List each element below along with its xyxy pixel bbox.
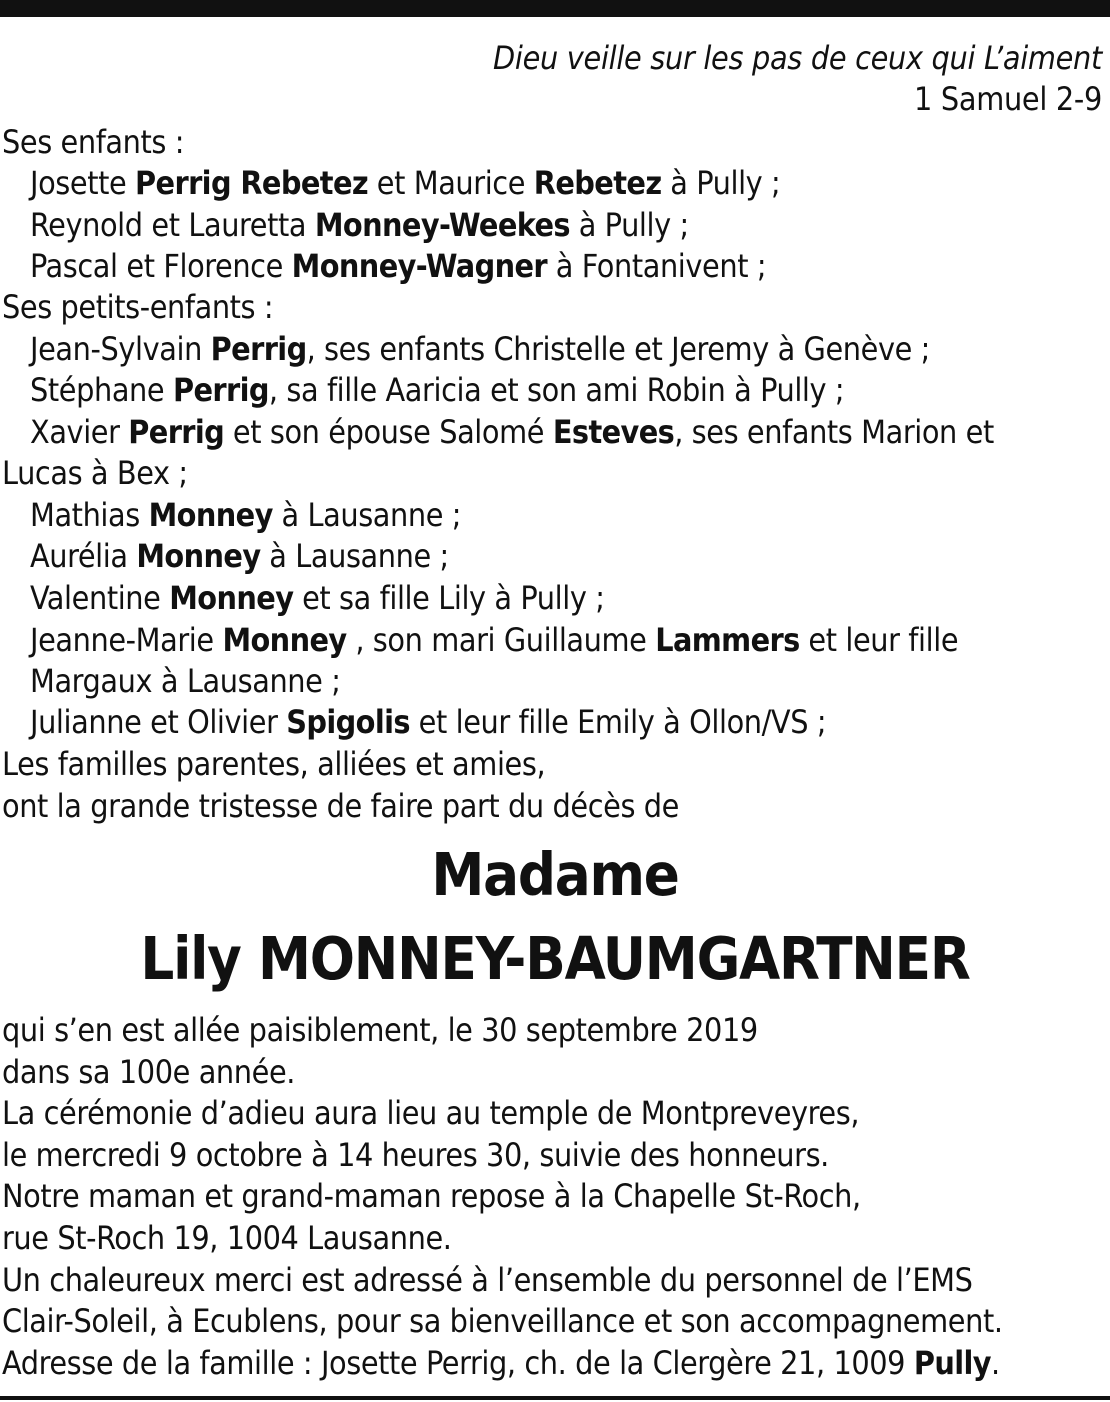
details-line-4: le mercredi 9 octobre à 14 heures 30, suivie des honneurs. [2, 1136, 829, 1174]
child-line-2: Reynold et Lauretta Monney-Weekes à Pully ; [30, 206, 689, 244]
grandchild-line-3: Xavier Perrig et son épouse Salomé Esteves, ses enfants Marion et [30, 413, 994, 451]
grandchild-line-1: Jean-Sylvain Perrig, ses enfants Christelle et Jeremy à Genève ; [30, 330, 930, 368]
grandchild-line-8: Julianne et Olivier Spigolis et leur fille Emily à Ollon/VS ; [30, 703, 827, 741]
families-line: Les familles parentes, alliées et amies, [2, 745, 546, 783]
epigraph-quote: Dieu veille sur les pas de ceux qui L’aiment [493, 39, 1102, 77]
child-line-3: Pascal et Florence Monney-Wagner à Fontanivent ; [30, 247, 767, 285]
grandchild-line-6: Valentine Monney et sa fille Lily à Pully ; [30, 579, 605, 617]
grandchild-line-3-cont: Lucas à Bex ; [2, 454, 188, 492]
details-line-2: dans sa 100e année. [2, 1053, 296, 1091]
details-line-6: rue St-Roch 19, 1004 Lausanne. [2, 1219, 452, 1257]
grandchild-line-5: Aurélia Monney à Lausanne ; [30, 537, 449, 575]
grandchildren-heading: Ses petits-enfants : [2, 288, 274, 326]
child-line-1: Josette Perrig Rebetez et Maurice Rebetez à Pully ; [30, 164, 781, 202]
details-line-8: Clair-Soleil, à Ecublens, pour sa bienveillance et son accompagnement. [2, 1302, 1003, 1340]
grandchild-line-4: Mathias Monney à Lausanne ; [30, 496, 462, 534]
grandchild-line-2: Stéphane Perrig, sa fille Aaricia et son ami Robin à Pully ; [30, 371, 845, 409]
details-line-7: Un chaleureux merci est adressé à l’ensemble du personnel de l’EMS [2, 1261, 973, 1299]
details-line-1: qui s’en est allée paisiblement, le 30 septembre 2019 [2, 1011, 758, 1049]
grandchild-line-7-cont: Margaux à Lausanne ; [30, 662, 341, 700]
details-line-3: La cérémonie d’adieu aura lieu au temple de Montpreveyres, [2, 1094, 860, 1132]
epigraph [493, 38, 1102, 120]
announcement-line: ont la grande tristesse de faire part du décès de [2, 787, 679, 825]
deceased-name: Lily MONNEY-BAUMGARTNER [140, 924, 970, 993]
top-rule [0, 0, 1110, 17]
bottom-rule [0, 1396, 1110, 1400]
details-line-9: Adresse de la famille : Josette Perrig, ch. de la Clergère 21, 1009 Pully. [2, 1344, 1000, 1382]
grandchild-line-7: Jeanne-Marie Monney , son mari Guillaume Lammers et leur fille [30, 621, 959, 659]
details-line-5: Notre maman et grand-maman repose à la Chapelle St-Roch, [2, 1177, 861, 1215]
deceased-salutation: Madame [431, 840, 679, 909]
children-heading: Ses enfants : [2, 123, 185, 161]
epigraph-reference: 1 Samuel 2-9 [914, 80, 1102, 118]
